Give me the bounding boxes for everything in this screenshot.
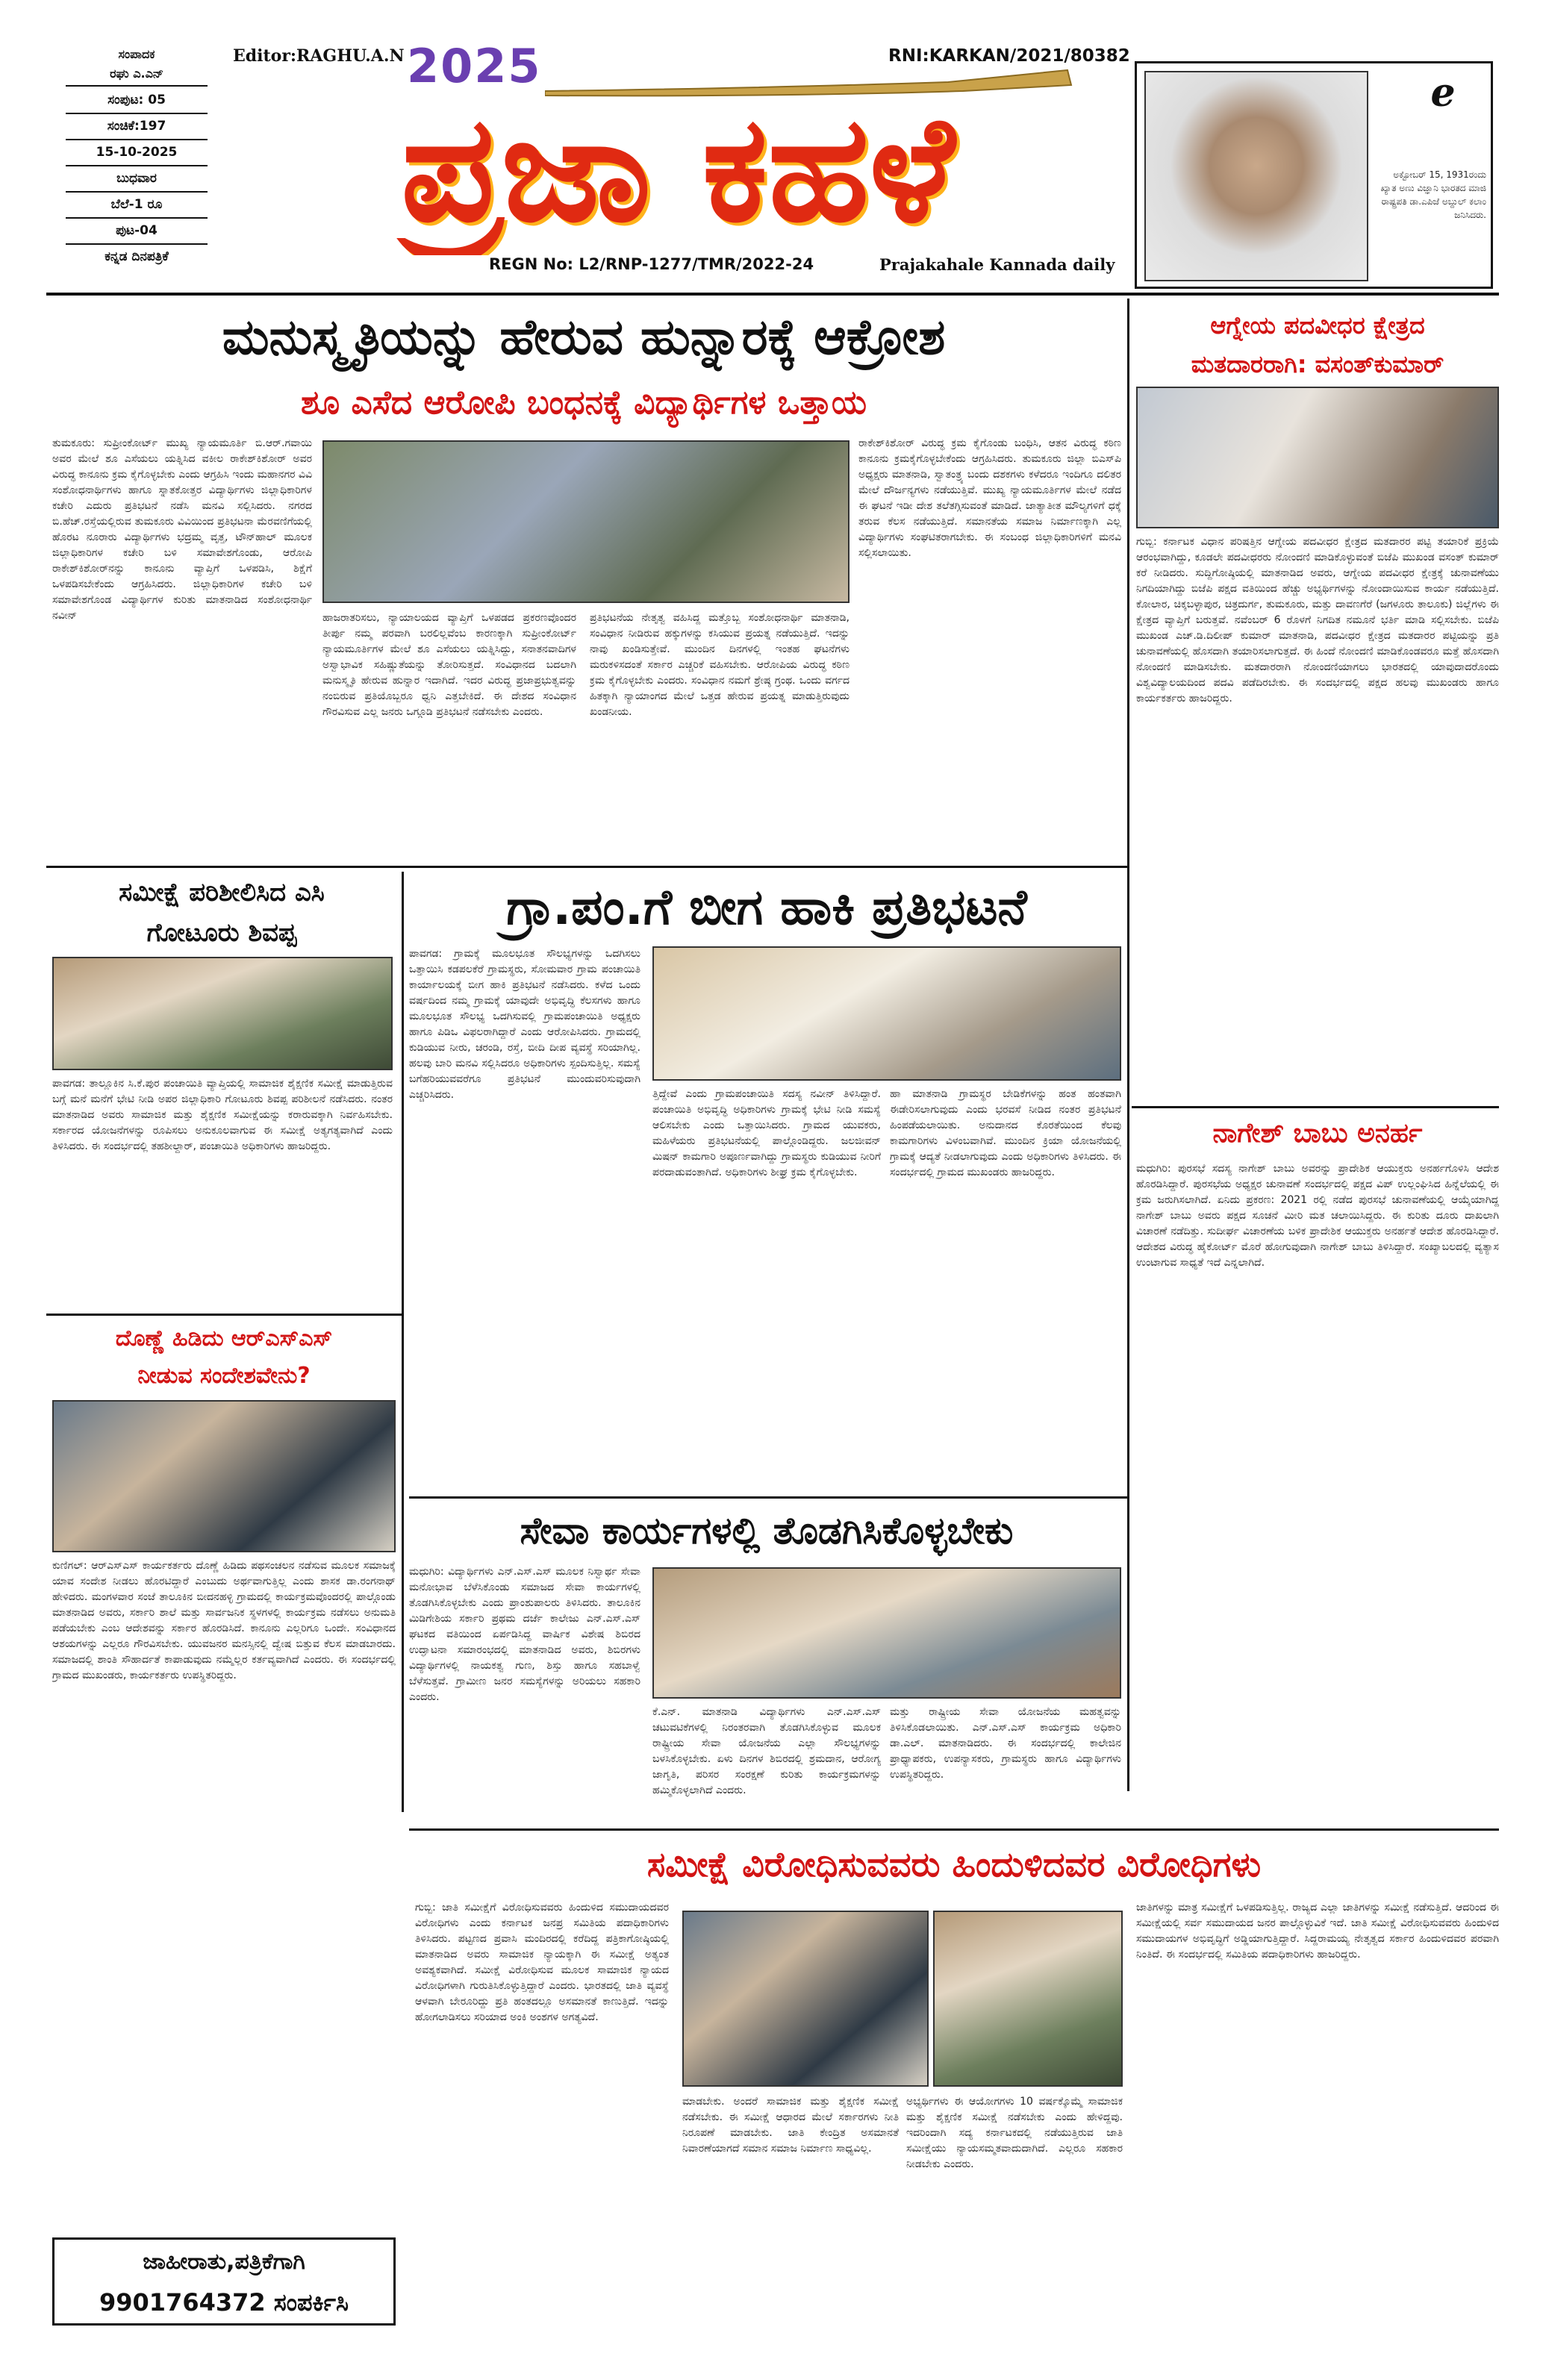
left-low-body: ಕುಣಿಗಲ್: ಆರ್‌ಎಸ್‌ಎಸ್ ಕಾರ್ಯಕರ್ತರು ದೊಣ್ಣೆ ಹಿಡಿದು ಪಥಸಂಚಲನ ನಡೆಸುವ ಮೂಲಕ ಸಮಾಜಕ್ಕೆ ಯಾವ ಸಂದೇಶ ನೀಡಲು ಹೊರಟಿದ್ದಾರೆ ಎಂಬುದು ಅರ್ಥವಾಗುತ್ತಿಲ್ಲ ಎಂದು ಶಾಸಕ ಡಾ.ರಂಗನಾಥ್ ಹೇಳಿದರು. ಮಂಗಳವಾರ ಸಂಜೆ ತಾಲೂಕಿನ ಬೀದನಹಳ್ಳಿ ಗ್ರಾಮದಲ್ಲಿ ಕಾರ್ಯಕ್ರಮವೊಂದರಲ್ಲಿ ಪಾಲ್ಗೊಂಡು ಮಾತನಾಡಿದ ಅವರು, ಸರ್ಕಾರಿ ಶಾಲೆ ಮತ್ತು ಸಾರ್ವಜನಿಕ ಸ್ಥಳಗಳಲ್ಲಿ ಕಾರ್ಯಕ್ರಮ ನಡೆಸಲು ಅನುಮತಿ ಪಡೆಯಬೇಕು ಎಂಬ ಆದೇಶವನ್ನು ಸರ್ಕಾರ ಹೊರಡಿಸಿದೆ. ಕಾನೂನು ಎಲ್ಲರಿಗೂ ಒಂದೇ. ಸಂವಿಧಾನದ ಆಶಯಗಳನ್ನು ಎಲ್ಲರೂ ಗೌರವಿಸಬೇಕು. ಯುವಜನರ ಮನಸ್ಸಿನಲ್ಲಿ ದ್ವೇಷ ಬಿತ್ತುವ ಕೆಲಸ ಮಾಡಬಾರದು. ಸಮಾಜದಲ್ಲಿ ಶಾಂತಿ ಸೌಹಾರ್ದತೆ ಕಾಪಾಡುವುದು ನಮ್ಮೆಲ್ಲರ ಕರ್ತವ್ಯವಾಗಿದೆ ಎಂದರು. ಈ ಸಂದರ್ಭದಲ್ಲಿ ಗ್ರಾಮದ ಮುಖಂಡರು, ಕಾರ್ಯಕರ್ತರು ಉಪಸ್ಥಿತರಿದ್ದರು. xyxy=(52,1560,396,1681)
right-low-headline: ನಾಗೇಶ್ ಬಾಬು ಅನರ್ಹ xyxy=(1212,1118,1423,1149)
advert-box xyxy=(52,2237,396,2326)
issue-date: 15-10-2025 xyxy=(96,145,178,160)
lead-column-3: ಪ್ರತಿಭಟನೆಯ ನೇತೃತ್ವ ವಹಿಸಿದ್ದ ಮತ್ತೊಬ್ಬ ಸಂಶೋಧನಾರ್ಥಿ ಮಾತನಾಡಿ, ಸಂವಿಧಾನ ನೀಡಿರುವ ಹಕ್ಕುಗಳನ್ನು ಕಸಿಯುವ ಪ್ರಯತ್ನ ನಡೆಯುತ್ತಿದೆ. ಇದನ್ನು ನಾವು ಖಂಡಿಸುತ್ತೇವೆ. ಮುಂದಿನ ದಿನಗಳಲ್ಲಿ ಇಂತಹ ಘಟನೆಗಳು ಮರುಕಳಿಸದಂತೆ ಸರ್ಕಾರ ಎಚ್ಚರಿಕೆ ವಹಿಸಬೇಕು. ಆರೋಪಿಯ ವಿರುದ್ಧ ಕಠಿಣ ಕ್ರಮ ಕೈಗೊಳ್ಳಬೇಕು ಎಂದರು. ಸಂವಿಧಾನ ನಮಗೆ ಶ್ರೇಷ್ಠ ಗ್ರಂಥ. ಒಂದು ವರ್ಗದ ಹಿತಕ್ಕಾಗಿ ನ್ಯಾಯಾಂಗದ ಮೇಲೆ ಒತ್ತಡ ಹೇರುವ ಪ್ರಯತ್ನ ಮಾಡುತ್ತಿರುವುದು ಖಂಡನೀಯ. xyxy=(590,612,850,718)
tribute-box xyxy=(1135,61,1493,289)
weekday: ಬುಧವಾರ xyxy=(116,171,157,186)
section-rule xyxy=(409,1496,1127,1499)
left-low-headline-1: ದೊಣ್ಣೆ ಹಿಡಿದು ಆರ್‌ಎಸ್‌ಎಸ್ xyxy=(115,1325,333,1352)
left-mid-headline-1: ಸಮೀಕ್ಷೆ ಪರಿಶೀಲಿಸಿದ ಎಸಿ xyxy=(119,878,325,908)
masthead-year: 2025 xyxy=(407,39,542,93)
section-rule xyxy=(46,1314,402,1316)
left-low-photo xyxy=(52,1400,396,1552)
lead-column-2: ಹಾಜರಾತರಿಸಲು, ನ್ಯಾಯಾಲಯದ ವ್ಯಾಪ್ತಿಗೆ ಒಳಪಡದ ಪ್ರಕರಣವೊಂದರ ತೀರ್ಪು ನಮ್ಮ ಪರವಾಗಿ ಬರಲಿಲ್ಲವೆಂಬ ಕಾರಣಕ್ಕಾಗಿ ಸುಪ್ರೀಂಕೋರ್ಟ್ ನ್ಯಾಯಮೂರ್ತಿಗಳ ಮೇಲೆ ಶೂ ಎಸೆಯಲು ಯತ್ನಿಸಿದ್ದು, ಸನಾತನವಾದಿಗಳ ಅಸ್ವಾಭಾವಿಕ ಸಹಿಷ್ಣುತೆಯನ್ನು ತೋರಿಸುತ್ತದೆ. ಸಂವಿಧಾನದ ಬದಲಾಗಿ ಮನುಸ್ಮೃತಿ ಹೇರುವ ಹುನ್ನಾರ ಇದಾಗಿದೆ. ಇದರ ವಿರುದ್ಧ ಪ್ರಜಾಪ್ರಭುತ್ವವನ್ನು ನಂಬಿರುವ ಪ್ರತಿಯೊಬ್ಬರೂ ಧ್ವನಿ ಎತ್ತಬೇಕಿದೆ. ಈ ದೇಶದ ಸಂವಿಧಾನ ಗೌರವಿಸುವ ಎಲ್ಲ ಜನರು ಒಗ್ಗೂಡಿ ಪ್ರತಿಭಟನೆ ನಡೆಸಬೇಕು ಎಂದರು. xyxy=(322,612,576,718)
gp-column-1: ಪಾವಗಡ: ಗ್ರಾಮಕ್ಕೆ ಮೂಲಭೂತ ಸೌಲಭ್ಯಗಳನ್ನು ಒದಗಿಸಲು ಒತ್ತಾಯಿಸಿ ಕಡಪಲಕೆರೆ ಗ್ರಾಮಸ್ಥರು, ಸೋಮವಾರ ಗ್ರಾಮ ಪಂಚಾಯಿತಿ ಕಾರ್ಯಾಲಯಕ್ಕೆ ಬೀಗ ಹಾಕಿ ಪ್ರತಿಭಟನೆ ನಡೆಸಿದರು. ಕಳೆದ ಒಂದು ವರ್ಷದಿಂದ ನಮ್ಮ ಗ್ರಾಮಕ್ಕೆ ಯಾವುದೇ ಅಭಿವೃದ್ಧಿ ಕೆಲಸಗಳು ಹಾಗೂ ಮೂಲಭೂತ ಸೌಲಭ್ಯ ಒದಗಿಸುವಲ್ಲಿ ಗ್ರಾಮಪಂಚಾಯಿತಿ ಅಧ್ಯಕ್ಷರು ಹಾಗೂ ಪಿಡಿಒ ವಿಫಲರಾಗಿದ್ದಾರೆ ಎಂದು ಆರೋಪಿಸಿದರು. ಗ್ರಾಮದಲ್ಲಿ ಕುಡಿಯುವ ನೀರು, ಚರಂಡಿ, ರಸ್ತೆ, ಬೀದಿ ದೀಪ ವ್ಯವಸ್ಥೆ ಸರಿಯಾಗಿಲ್ಲ. ಹಲವು ಬಾರಿ ಮನವಿ ಸಲ್ಲಿಸಿದರೂ ಅಧಿಕಾರಿಗಳು ಸ್ಪಂದಿಸುತ್ತಿಲ್ಲ. ಸಮಸ್ಯೆ ಬಗೆಹರಿಯುವವರೆಗೂ ಪ್ರತಿಭಟನೆ ಮುಂದುವರಿಸುವುದಾಗಿ ಎಚ್ಚರಿಸಿದರು. xyxy=(409,948,640,1101)
bottom-column-1: ಗುಬ್ಬಿ: ಜಾತಿ ಸಮೀಕ್ಷೆಗೆ ವಿರೋಧಿಸುವವರು ಹಿಂದುಳಿದ ಸಮುದಾಯದವರ ವಿರೋಧಿಗಳು ಎಂದು ಕರ್ನಾಟಕ ಜನಪ್ರ ಸಮಿತಿಯ ಪದಾಧಿಕಾರಿಗಳು ತಿಳಿಸಿದರು. ಪಟ್ಟಣದ ಪ್ರವಾಸಿ ಮಂದಿರದಲ್ಲಿ ಕರೆದಿದ್ದ ಪತ್ರಿಕಾಗೋಷ್ಠಿಯಲ್ಲಿ ಮಾತನಾಡಿದ ಅವರು ಸಾಮಾಜಿಕ ನ್ಯಾಯಕ್ಕಾಗಿ ಈ ಸಮೀಕ್ಷೆ ಅತ್ಯಂತ ಅವಶ್ಯಕವಾಗಿದೆ. ಸಮೀಕ್ಷೆ ವಿರೋಧಿಸುವ ಮೂಲಕ ಸಾಮಾಜಿಕ ನ್ಯಾಯದ ವಿರೋಧಿಗಳಾಗಿ ಗುರುತಿಸಿಕೊಳ್ಳುತ್ತಿದ್ದಾರೆ ಎಂದರು. ಭಾರತದಲ್ಲಿ ಜಾತಿ ವ್ಯವಸ್ಥೆ ಆಳವಾಗಿ ಬೇರೂರಿದ್ದು ಪ್ರತಿ ಹಂತದಲ್ಲೂ ಅಸಮಾನತೆ ಕಾಣುತ್ತಿದೆ. ಇದನ್ನು ಹೋಗಲಾಡಿಸಲು ಸರಿಯಾದ ಅಂಕಿ ಅಂಶಗಳ ಅಗತ್ಯವಿದೆ. xyxy=(415,1902,669,2023)
price: ಬೆಲೆ-1 ರೂ xyxy=(110,197,163,212)
lead-column-1: ತುಮಕೂರು: ಸುಪ್ರೀಂಕೋರ್ಟ್ ಮುಖ್ಯ ನ್ಯಾಯಮೂರ್ತಿ ಬಿ.ಆರ್.ಗವಾಯಿ ಅವರ ಮೇಲೆ ಶೂ ಎಸೆಯಲು ಯತ್ನಿಸಿದ ವಕೀಲ ರಾಕೇಶ್‌ಕಿಶೋರ್ ಅವರ ವಿರುದ್ಧ ಕಾನೂನು ಕ್ರಮ ಕೈಗೊಳ್ಳಬೇಕು ಎಂದು ಆಗ್ರಹಿಸಿ ಇಂದು ಮಹಾನಗರ ವಿವಿ ಸಂಶೋಧನಾರ್ಥಿಗಳು ಹಾಗೂ ಸ್ನಾತಕೋತ್ತರ ವಿದ್ಯಾರ್ಥಿಗಳು ಜಿಲ್ಲಾಧಿಕಾರಿಗಳ ಕಚೇರಿ ಎದುರು ಪ್ರತಿಭಟನೆ ನಡೆಸಿ ಮನವಿ ಸಲ್ಲಿಸಿದರು. ನಗರದ ಬಿ.ಹೆಚ್.ರಸ್ತೆಯಲ್ಲಿರುವ ತುಮಕೂರು ವಿವಿಯಿಂದ ಪ್ರತಿಭಟನಾ ಮೆರವಣಿಗೆಯಲ್ಲಿ ಹೊರಟ ನೂರಾರು ವಿದ್ಯಾರ್ಥಿಗಳು ಭದ್ರಮ್ಮ ವೃತ್ತ, ಟೌನ್‌ಹಾಲ್ ಮೂಲಕ ಜಿಲ್ಲಾಧಿಕಾರಿಗಳ ಕಚೇರಿ ಬಳಿ ಸಮಾವೇಶಗೊಂಡು, ಆರೋಪಿ ರಾಕೇಶ್‌ಕಿಶೋರ್‌ನನ್ನು ಕಾನೂನು ವ್ಯಾಪ್ತಿಗೆ ಒಳಪಡಿಸಿ, ಶಿಕ್ಷೆಗೆ ಒಳಪಡಿಸಬೇಕೆಂದು ಆಗ್ರಹಿಸಿದರು. ಜಿಲ್ಲಾಧಿಕಾರಿಗಳ ಕಚೇರಿ ಬಳಿ ಸಮಾವೇಶಗೊಂಡ ವಿದ್ಯಾರ್ಥಿಗಳ ಕುರಿತು ಮಾತನಾಡಿದ ಸಂಶೋಧನಾರ್ಥಿ ನವೀನ್ xyxy=(52,437,312,622)
left-mid-headline-2: ಗೋಟೂರು ಶಿವಪ್ಪ xyxy=(146,918,297,948)
regn-number: REGN No: L2/RNP-1277/TMR/2022-24 xyxy=(489,255,814,273)
right-top-photo xyxy=(1136,387,1499,528)
seva-column-1: ಮಧುಗಿರಿ: ವಿದ್ಯಾರ್ಥಿಗಳು ಎನ್.ಎಸ್.ಎಸ್ ಮೂಲಕ ನಿಸ್ವಾರ್ಥ ಸೇವಾ ಮನೋಭಾವ ಬೆಳೆಸಿಕೊಂಡು ಸಮಾಜದ ಸೇವಾ ಕಾರ್ಯಗಳಲ್ಲಿ ತೊಡಗಿಸಿಕೊಳ್ಳಬೇಕು ಎಂದು ಪ್ರಾಂಶುಪಾಲರು ತಿಳಿಸಿದರು. ತಾಲೂಕಿನ ಮಿಡಿಗೇಶಿಯ ಸರ್ಕಾರಿ ಪ್ರಥಮ ದರ್ಜೆ ಕಾಲೇಜು ಎನ್.ಎಸ್.ಎಸ್ ಘಟಕದ ವತಿಯಿಂದ ಏರ್ಪಡಿಸಿದ್ದ ವಾರ್ಷಿಕ ವಿಶೇಷ ಶಿಬಿರದ ಉದ್ಘಾಟನಾ ಸಮಾರಂಭದಲ್ಲಿ ಮಾತನಾಡಿದ ಅವರು, ಶಿಬಿರಗಳು ವಿದ್ಯಾರ್ಥಿಗಳಲ್ಲಿ ನಾಯಕತ್ವ ಗುಣ, ಶಿಸ್ತು ಹಾಗೂ ಸಹಬಾಳ್ವೆ ಬೆಳೆಸುತ್ತವೆ. ಗ್ರಾಮೀಣ ಜನರ ಸಮಸ್ಯೆಗಳನ್ನು ಅರಿಯಲು ಸಹಕಾರಿ ಎಂದರು. xyxy=(409,1566,640,1703)
lead-column-4: ರಾಕೇಶ್‌ಕಿಶೋರ್ ವಿರುದ್ಧ ಕ್ರಮ ಕೈಗೊಂಡು ಬಂಧಿಸಿ, ಆತನ ವಿರುದ್ಧ ಕಠಿಣ ಕಾನೂನು ಕ್ರಮಕೈಗೊಳ್ಳಬೇಕೆಂದು ಆಗ್ರಹಿಸಿದರು. ತುಮಕೂರು ಜಿಲ್ಲಾ ಬಿಎಸ್‌ಪಿ ಅಧ್ಯಕ್ಷರು ಮಾತನಾಡಿ, ಸ್ವಾತಂತ್ರ್ಯ ಬಂದು ದಶಕಗಳು ಕಳೆದರೂ ಇಂದಿಗೂ ದಲಿತರ ಮೇಲೆ ದೌರ್ಜನ್ಯಗಳು ನಡೆಯುತ್ತಿವೆ. ಮುಖ್ಯ ನ್ಯಾಯಮೂರ್ತಿಗಳ ಮೇಲೆ ನಡೆದ ಈ ಘಟನೆ ಇಡೀ ದೇಶ ತಲೆತಗ್ಗಿಸುವಂತೆ ಮಾಡಿದೆ. ಜಾತ್ಯಾತೀತ ಮೌಲ್ಯಗಳಿಗೆ ಧಕ್ಕೆ ತರುವ ಕೆಲಸ ನಡೆಯುತ್ತಿದೆ. ಸಮಾನತೆಯ ಸಮಾಜ ನಿರ್ಮಾಣಕ್ಕಾಗಿ ಎಲ್ಲ ವಿದ್ಯಾರ್ಥಿಗಳು ಸಂಘಟಿತರಾಗಬೇಕು. ಈ ಸಂಬಂಧ ಜಿಲ್ಲಾಧಿಕಾರಿಗಳಿಗೆ ಮನವಿ ಸಲ್ಲಿಸಲಾಯಿತು. xyxy=(858,437,1121,559)
masthead-side-info xyxy=(51,45,222,287)
section-rule xyxy=(1132,1106,1499,1108)
seva-headline: ಸೇವಾ ಕಾರ್ಯಗಳಲ್ಲಿ ತೊಡಗಿಸಿಕೊಳ್ಳಬೇಕು xyxy=(520,1509,1014,1552)
bottom-photo-left xyxy=(682,1911,929,2087)
right-low-body: ಮಧುಗಿರಿ: ಪುರಸಭೆ ಸದಸ್ಯ ನಾಗೇಶ್ ಬಾಬು ಅವರನ್ನು ಪ್ರಾದೇಶಿಕ ಆಯುಕ್ತರು ಅನರ್ಹಗೊಳಿಸಿ ಆದೇಶ ಹೊರಡಿಸಿದ್ದಾರೆ. ಪುರಸಭೆಯ ಅಧ್ಯಕ್ಷರ ಚುನಾವಣೆ ಸಂದರ್ಭದಲ್ಲಿ ಪಕ್ಷದ ವಿಪ್ ಉಲ್ಲಂಘಿಸಿದ ಹಿನ್ನೆಲೆಯಲ್ಲಿ ಈ ಕ್ರಮ ಜರುಗಿಸಲಾಗಿದೆ. ಏನಿದು ಪ್ರಕರಣ: 2021 ರಲ್ಲಿ ನಡೆದ ಪುರಸಭೆ ಚುನಾವಣೆಯಲ್ಲಿ ಆಯ್ಕೆಯಾಗಿದ್ದ ನಾಗೇಶ್ ಬಾಬು ಅವರು ಪಕ್ಷದ ಸೂಚನೆ ಮೀರಿ ಮತ ಚಲಾಯಿಸಿದ್ದರು. ಈ ಕುರಿತು ದೂರು ದಾಖಲಾಗಿ ವಿಚಾರಣೆ ನಡೆದಿತ್ತು. ಸುದೀರ್ಘ ವಿಚಾರಣೆಯ ಬಳಿಕ ಪ್ರಾದೇಶಿಕ ಆಯುಕ್ತರು ಅನರ್ಹತೆ ಆದೇಶ ಹೊರಡಿಸಿದ್ದಾರೆ. ಆದೇಶದ ವಿರುದ್ಧ ಹೈಕೋರ್ಟ್ ಮೊರೆ ಹೋಗುವುದಾಗಿ ನಾಗೇಶ್ ಬಾಬು ತಿಳಿಸಿದ್ದಾರೆ. ಸಂಖ್ಯಾಬಲದಲ್ಲಿ ವ್ಯತ್ಯಾಸ ಉಂಟಾಗುವ ಸಾಧ್ಯತೆ ಇದೆ ಎನ್ನಲಾಗಿದೆ. xyxy=(1136,1163,1499,1269)
section-rule xyxy=(46,866,1127,868)
editor-role: ಸಂಪಾದಕ xyxy=(118,47,155,61)
seva-column-2: ಕೆ.ಎನ್. ಮಾತನಾಡಿ ವಿದ್ಯಾರ್ಥಿಗಳು ಎನ್.ಎಸ್.ಎಸ್ ಚಟುವಟಿಕೆಗಳಲ್ಲಿ ನಿರಂತರವಾಗಿ ತೊಡಗಿಸಿಕೊಳ್ಳುವ ಮೂಲಕ ರಾಷ್ಟ್ರೀಯ ಸೇವಾ ಯೋಜನೆಯ ಎಲ್ಲಾ ಸೌಲಭ್ಯಗಳನ್ನು ಬಳಸಿಕೊಳ್ಳಬೇಕು. ಏಳು ದಿನಗಳ ಶಿಬಿರದಲ್ಲಿ ಶ್ರಮದಾನ, ಆರೋಗ್ಯ ಜಾಗೃತಿ, ಪರಿಸರ ಸಂರಕ್ಷಣೆ ಕುರಿತು ಕಾರ್ಯಕ್ರಮಗಳನ್ನು ಹಮ್ಮಿಕೊಳ್ಳಲಾಗಿದೆ ಎಂದರು. xyxy=(652,1706,881,1796)
advert-phone: 9901764372 ಸಂಪರ್ಕಿಸಿ xyxy=(99,2288,349,2317)
gp-headline: ಗ್ರಾ.ಪಂ.ಗೆ ಬೀಗ ಹಾಕಿ ಪ್ರತಿಭಟನೆ xyxy=(506,878,1027,936)
masthead-rule xyxy=(46,293,1499,296)
right-top-headline-2: ಮತದಾರರಾಗಿ: ವಸಂತ್‌ಕುಮಾರ್ xyxy=(1191,350,1444,378)
seva-photo xyxy=(652,1567,1121,1699)
left-low-headline-2: ನೀಡುವ ಸಂದೇಶವೇನು? xyxy=(137,1363,311,1389)
gp-photo xyxy=(652,946,1121,1081)
paper-type: ಕನ್ನಡ ದಿನಪತ್ರಿಕೆ xyxy=(105,249,169,264)
volume: ಸಂಪುಟ: 05 xyxy=(107,93,166,107)
lead-protest-photo xyxy=(322,440,850,603)
lead-headline: ಮನುಸ್ಮೃತಿಯನ್ನು ಹೇರುವ ಹುನ್ನಾರಕ್ಕೆ ಆಕ್ರೋಶ xyxy=(222,308,946,366)
e-paper-icon: e xyxy=(1430,70,1456,116)
masthead-title: ಪ್ರಜಾ ಕಹಳೆ xyxy=(401,84,955,254)
bottom-column-2: ಮಾಡಬೇಕು. ಅಂದರೆ ಸಾಮಾಜಿಕ ಮತ್ತು ಶೈಕ್ಷಣಿಕ ಸಮೀಕ್ಷೆ ನಡೆಸಬೇಕು. ಈ ಸಮೀಕ್ಷೆ ಆಧಾರದ ಮೇಲೆ ಸರ್ಕಾರಗಳು ನೀತಿ ನಿರೂಪಣೆ ಮಾಡಬೇಕು. ಜಾತಿ ಕೇಂದ್ರಿತ ಅಸಮಾನತೆ ನಿವಾರಣೆಯಾಗದೆ ಸಮಾನ ಸಮಾಜ ನಿರ್ಮಾಣ ಸಾಧ್ಯವಿಲ್ಲ. xyxy=(682,2096,899,2155)
column-rule xyxy=(402,872,404,1812)
seva-column-3: ಮತ್ತು ರಾಷ್ಟ್ರೀಯ ಸೇವಾ ಯೋಜನೆಯ ಮಹತ್ವವನ್ನು ತಿಳಿಸಿಕೊಡಲಾಯಿತು. ಎನ್.ಎಸ್.ಎಸ್ ಕಾರ್ಯಕ್ರಮ ಅಧಿಕಾರಿ ಡಾ.ಎಲ್. ಮಾತನಾಡಿದರು. ಈ ಸಂದರ್ಭದಲ್ಲಿ ಕಾಲೇಜಿನ ಪ್ರಾಧ್ಯಾಪಕರು, ಉಪನ್ಯಾಸಕರು, ಗ್ರಾಮಸ್ಥರು ಹಾಗೂ ವಿದ್ಯಾರ್ಥಿಗಳು ಉಪಸ್ಥಿತರಿದ್ದರು. xyxy=(890,1706,1121,1781)
bottom-photo-right xyxy=(933,1911,1123,2087)
left-mid-photo xyxy=(52,957,393,1070)
column-rule xyxy=(1127,299,1129,1791)
rni-number: RNI:KARKAN/2021/80382 xyxy=(888,46,1130,66)
section-rule xyxy=(409,1828,1499,1831)
bottom-headline: ಸಮೀಕ್ಷೆ ವಿರೋಧಿಸುವವರು ಹಿಂದುಳಿದವರ ವಿರೋಧಿಗಳು xyxy=(646,1844,1262,1884)
right-top-headline-1: ಆಗ್ನೇಯ ಪದವೀಧರ ಕ್ಷೇತ್ರದ xyxy=(1210,311,1425,340)
right-top-body: ಗುಬ್ಬಿ: ಕರ್ನಾಟಕ ವಿಧಾನ ಪರಿಷತ್ತಿನ ಆಗ್ನೇಯ ಪದವೀಧರ ಕ್ಷೇತ್ರದ ಮತದಾರರ ಪಟ್ಟಿ ತಯಾರಿಕೆ ಪ್ರಕ್ರಿಯೆ ಆರಂಭವಾಗಿದ್ದು, ಕೂಡಲೇ ಪದವೀಧರರು ನೋಂದಣಿ ಮಾಡಿಕೊಳ್ಳುವಂತೆ ಬಿಜೆಪಿ ಮುಖಂಡ ವಸಂತ್ ಕುಮಾರ್ ಕರೆ ನೀಡಿದರು. ಸುದ್ದಿಗೋಷ್ಠಿಯಲ್ಲಿ ಮಾತನಾಡಿದ ಅವರು, ಆಗ್ನೇಯ ಪದವೀಧರ ಕ್ಷೇತ್ರಕ್ಕೆ ಚುನಾವಣೆಯು ನಿಗದಿಯಾಗಿದ್ದು ಬಿಜೆಪಿ ಪಕ್ಷದ ವತಿಯಿಂದ ಹೆಚ್ಚು ಅಭ್ಯರ್ಥಿಗಳನ್ನು ನೋಂದಾಯಿಸುವ ಕಾರ್ಯ ನಡೆಯುತ್ತಿದೆ. ಕೋಲಾರ, ಚಿಕ್ಕಬಳ್ಳಾಪುರ, ಚಿತ್ರದುರ್ಗ, ತುಮಕೂರು, ಮತ್ತು ದಾವಣಗೆರೆ (ಜಗಳೂರು ತಾಲೂಕು) ಜಿಲ್ಲೆಗಳು ಈ ಕ್ಷೇತ್ರದ ವ್ಯಾಪ್ತಿಗೆ ಬರುತ್ತವೆ. ನವೆಂಬರ್ 6 ರೊಳಗೆ ನಿಗದಿತ ನಮೂನೆ ಭರ್ತಿ ಮಾಡಿ ಸಲ್ಲಿಸಬೇಕು. ಬಿಜೆಪಿ ಮುಖಂಡ ಎಚ್.ಡಿ.ದಿಲೀಪ್ ಕುಮಾರ್ ಮಾತನಾಡಿ, ಪದವೀಧರ ಕ್ಷೇತ್ರದ ಮತದಾರರ ಪಟ್ಟಿಯನ್ನು ಪ್ರತಿ ಚುನಾವಣೆಯಲ್ಲಿ ಹೊಸದಾಗಿ ತಯಾರಿಸಲಾಗುತ್ತದೆ. ಈ ಹಿಂದೆ ನೋಂದಣಿ ಮಾಡಿಕೊಂಡವರೂ ಮತ್ತೆ ಹೊಸದಾಗಿ ನೋಂದಣಿ ಮಾಡಿಸಬೇಕು. ಮತದಾರರಾಗಿ ನೋಂದಣಿಯಾಗಲು ಭಾರತದಲ್ಲಿ ಯಾವುದಾದರೊಂದು ವಿಶ್ವವಿದ್ಯಾಲಯದಿಂದ ಪದವಿ ಪಡೆದಿರಬೇಕು. ಈ ಸಂದರ್ಭದಲ್ಲಿ ಪಕ್ಷದ ಹಲವು ಮುಖಂಡರು ಹಾಗೂ ಕಾರ್ಯಕರ್ತರು ಹಾಜರಿದ್ದರು. xyxy=(1136,536,1499,705)
tribute-text: ಅಕ್ಟೋಬರ್ 15, 1931ರಂದು ಖ್ಯಾತ ಅಣು ವಿಜ್ಞಾನಿ ಭಾರತದ ಮಾಜಿ ರಾಷ್ಟ್ರಪತಿ ಡಾ.ಎಪಿಜೆ ಅಬ್ದುಲ್ ಕಲಾಂ ಜನಿಸಿದರು. xyxy=(1380,169,1486,220)
page-count: ಪುಟ-04 xyxy=(116,223,158,238)
masthead-tagline: Prajakahale Kannada daily xyxy=(879,255,1115,274)
gp-column-2: ತ್ತಿದ್ದೇವೆ ಎಂದು ಗ್ರಾಮಪಂಚಾಯಿತಿ ಸದಸ್ಯ ನವೀನ್ ತಿಳಿಸಿದ್ದಾರೆ. ಪಂಚಾಯಿತಿ ಅಭಿವೃದ್ಧಿ ಅಧಿಕಾರಿಗಳು ಗ್ರಾಮಕ್ಕೆ ಭೇಟಿ ನೀಡಿ ಸಮಸ್ಯೆ ಆಲಿಸಬೇಕು ಎಂದು ಒತ್ತಾಯಿಸಿದರು. ಗ್ರಾಮದ ಯುವಕರು, ಮಹಿಳೆಯರು ಪ್ರತಿಭಟನೆಯಲ್ಲಿ ಪಾಲ್ಗೊಂಡಿದ್ದರು. ಜಲಜೀವನ್ ಮಿಷನ್ ಕಾಮಗಾರಿ ಅಪೂರ್ಣವಾಗಿದ್ದು ಗ್ರಾಮಸ್ಥರು ಕುಡಿಯುವ ನೀರಿಗೆ ಪರದಾಡುವಂತಾಗಿದೆ. ಅಧಿಕಾರಿಗಳು ಶೀಘ್ರ ಕ್ರಮ ಕೈಗೊಳ್ಳಬೇಕು. xyxy=(652,1088,881,1178)
bottom-column-4: ಜಾತಿಗಳನ್ನು ಮಾತ್ರ ಸಮೀಕ್ಷೆಗೆ ಒಳಪಡಿಸುತ್ತಿಲ್ಲ. ರಾಜ್ಯದ ಎಲ್ಲಾ ಜಾತಿಗಳನ್ನು ಸಮೀಕ್ಷೆ ನಡೆಸುತ್ತಿದೆ. ಆದರಿಂದ ಈ ಸಮೀಕ್ಷೆಯಲ್ಲಿ ಸರ್ವ ಸಮುದಾಯದ ಜನರ ಪಾಲ್ಗೊಳ್ಳುವಿಕೆ ಇದೆ. ಜಾತಿ ಸಮೀಕ್ಷೆ ವಿರೋಧಿಸುವವರು ಹಿಂದುಳಿದ ಸಮುದಾಯಗಳ ಅಭಿವೃದ್ಧಿಗೆ ಅಡ್ಡಿಯಾಗುತ್ತಿದ್ದಾರೆ. ಸಿದ್ದರಾಮಯ್ಯ ನೇತೃತ್ವದ ಸರ್ಕಾರ ಹಿಂದುಳಿದವರ ಪರವಾಗಿ ನಿಂತಿದೆ. ಈ ಸಂದರ್ಭದಲ್ಲಿ ಸಮಿತಿಯ ಪದಾಧಿಕಾರಿಗಳು ಹಾಜರಿದ್ದರು. xyxy=(1136,1902,1499,1961)
divider xyxy=(66,85,208,87)
editor-name: ರಘು ಎ.ಎನ್ xyxy=(110,66,163,81)
gp-column-3: ಹಾ ಮಾತನಾಡಿ ಗ್ರಾಮಸ್ಥರ ಬೇಡಿಕೆಗಳನ್ನು ಹಂತ ಹಂತವಾಗಿ ಈಡೇರಿಸಲಾಗುವುದು ಎಂದು ಭರವಸೆ ನೀಡಿದ ನಂತರ ಪ್ರತಿಭಟನೆ ಹಿಂಪಡೆಯಲಾಯಿತು. ಅನುದಾನದ ಕೊರತೆಯಿಂದ ಕೆಲವು ಕಾಮಗಾರಿಗಳು ವಿಳಂಬವಾಗಿವೆ. ಮುಂದಿನ ಕ್ರಿಯಾ ಯೋಜನೆಯಲ್ಲಿ ಗ್ರಾಮಕ್ಕೆ ಆದ್ಯತೆ ನೀಡಲಾಗುವುದು ಎಂದು ಅಧಿಕಾರಿಗಳು ತಿಳಿಸಿದರು. ಈ ಸಂದರ್ಭದಲ್ಲಿ ಗ್ರಾಮದ ಮುಖಂಡರು ಹಾಜರಿದ್ದರು. xyxy=(890,1088,1121,1178)
lead-subheadline: ಶೂ ಎಸೆದ ಆರೋಪಿ ಬಂಧನಕ್ಕೆ ವಿದ್ಯಾರ್ಥಿಗಳ ಒತ್ತಾಯ xyxy=(300,384,867,422)
issue: ಸಂಚಿಕೆ:197 xyxy=(107,119,166,134)
left-mid-body: ಪಾವಗಡ: ತಾಲ್ಲೂಕಿನ ಸಿ.ಕೆ.ಪುರ ಪಂಚಾಯಿತಿ ವ್ಯಾಪ್ತಿಯಲ್ಲಿ ಸಾಮಾಜಿಕ ಶೈಕ್ಷಣಿಕ ಸಮೀಕ್ಷೆ ಮಾಡುತ್ತಿರುವ ಬಗ್ಗೆ ಮನೆ ಮನೆಗೆ ಭೇಟಿ ನೀಡಿ ಅಪರ ಜಿಲ್ಲಾಧಿಕಾರಿ ಗೋಟೂರು ಶಿವಪ್ಪ ಪರಿಶೀಲನೆ ನಡೆಸಿದರು. ನಂತರ ಮಾತನಾಡಿದ ಅವರು ಸಾಮಾಜಿಕ ಮತ್ತು ಶೈಕ್ಷಣಿಕ ಸಮೀಕ್ಷೆಯನ್ನು ಕರಾರುವಕ್ಕಾಗಿ ನಿರ್ವಹಿಸಬೇಕು. ಸರ್ಕಾರದ ಯೋಜನೆಗಳನ್ನು ರೂಪಿಸಲು ಅನುಕೂಲವಾಗುವ ಈ ಸಮೀಕ್ಷೆ ಅತ್ಯಗತ್ಯವಾಗಿದೆ ಎಂದು ತಿಳಿಸಿದರು. ಈ ಸಂದರ್ಭದಲ್ಲಿ ತಹಶೀಲ್ದಾರ್, ಪಂಚಾಯಿತಿ ಅಧಿಕಾರಿಗಳು ಹಾಜರಿದ್ದರು. xyxy=(52,1078,393,1152)
editor-credit: Editor:RAGHU.A.N xyxy=(233,46,405,66)
portrait-photo xyxy=(1144,71,1368,281)
advert-title: ಜಾಹೀರಾತು,ಪತ್ರಿಕೆಗಾಗಿ xyxy=(143,2249,305,2275)
bottom-column-3: ಅಭ್ಯರ್ಥಿಗಳು ಈ ಆಯೋಗಗಳು 10 ವರ್ಷಕ್ಕೊಮ್ಮೆ ಸಾಮಾಜಿಕ ಮತ್ತು ಶೈಕ್ಷಣಿಕ ಸಮೀಕ್ಷೆ ನಡೆಸಬೇಕು ಎಂದು ಹೇಳಿದ್ದವು. ಇದರಿಂದಾಗಿ ಸದ್ಯ ಕರ್ನಾಟಕದಲ್ಲಿ ನಡೆಯುತ್ತಿರುವ ಜಾತಿ ಸಮೀಕ್ಷೆಯು ನ್ಯಾಯಸಮ್ಮತವಾದುದಾಗಿದೆ. ಎಲ್ಲರೂ ಸಹಕಾರ ನೀಡಬೇಕು ಎಂದರು. xyxy=(906,2096,1123,2170)
